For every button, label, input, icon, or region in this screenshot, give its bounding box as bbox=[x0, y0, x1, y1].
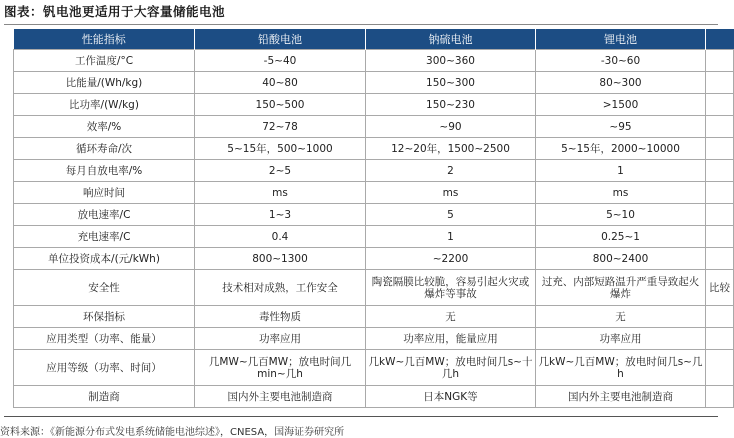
column-header: 钠硫电池 bbox=[366, 29, 536, 50]
row-label: 工作温度/°C bbox=[14, 50, 195, 72]
row-label: 效率/% bbox=[14, 116, 195, 138]
table-cell: ms bbox=[195, 182, 366, 204]
row-label: 比功率/(W/kg) bbox=[14, 94, 195, 116]
table-cell: 几MW~几百MW；放电时间几min~几h bbox=[195, 350, 366, 386]
table-cell: -5~40 bbox=[195, 50, 366, 72]
table-cell: 无 bbox=[366, 306, 536, 328]
table-cell: 过充、内部短路温升严重导致起火爆炸 bbox=[536, 270, 706, 306]
table-cell: 国内外主要电池制造商 bbox=[536, 386, 706, 408]
table-row bbox=[14, 350, 734, 386]
table-cell bbox=[706, 386, 734, 408]
table-cell bbox=[706, 328, 734, 350]
table-cell: ~95 bbox=[536, 116, 706, 138]
row-label: 放电速率/C bbox=[14, 204, 195, 226]
table-cell bbox=[706, 204, 734, 226]
table-row bbox=[14, 248, 734, 270]
table-row bbox=[14, 72, 734, 94]
row-label: 比能量/(Wh/kg) bbox=[14, 72, 195, 94]
table-cell: 5 bbox=[366, 204, 536, 226]
table-cell: 0.25~1 bbox=[536, 226, 706, 248]
table-cell: 2 bbox=[366, 160, 536, 182]
table-cell: 300~360 bbox=[366, 50, 536, 72]
table-cell: 80~300 bbox=[536, 72, 706, 94]
table-cell: 2~5 bbox=[195, 160, 366, 182]
row-label: 应用等级（功率、时间） bbox=[14, 350, 195, 386]
table-cell: ms bbox=[536, 182, 706, 204]
table-row bbox=[14, 328, 734, 350]
table-cell bbox=[706, 138, 734, 160]
comparison-table-container bbox=[13, 29, 733, 408]
table-cell: 比较 bbox=[706, 270, 734, 306]
table-cell: 0.4 bbox=[195, 226, 366, 248]
table-cell: 几kW~几百MW；放电时间几s~十几h bbox=[366, 350, 536, 386]
column-header bbox=[706, 29, 734, 50]
top-rule bbox=[4, 24, 718, 25]
table-cell: 12~20年，1500~2500 bbox=[366, 138, 536, 160]
table-cell: 800~1300 bbox=[195, 248, 366, 270]
table-cell: ~2200 bbox=[366, 248, 536, 270]
table-row bbox=[14, 116, 734, 138]
table-cell: 150~230 bbox=[366, 94, 536, 116]
table-cell: ms bbox=[366, 182, 536, 204]
table-cell: >1500 bbox=[536, 94, 706, 116]
table-cell bbox=[706, 94, 734, 116]
table-row bbox=[14, 138, 734, 160]
table-cell bbox=[706, 182, 734, 204]
table-cell: 1~3 bbox=[195, 204, 366, 226]
table-cell bbox=[706, 226, 734, 248]
table-cell bbox=[706, 50, 734, 72]
table-body bbox=[14, 50, 734, 408]
table-cell bbox=[706, 248, 734, 270]
battery-comparison-table bbox=[13, 29, 734, 408]
row-label: 环保指标 bbox=[14, 306, 195, 328]
table-cell: ~90 bbox=[366, 116, 536, 138]
table-row bbox=[14, 386, 734, 408]
table-cell bbox=[706, 116, 734, 138]
column-header: 锂电池 bbox=[536, 29, 706, 50]
column-header: 性能指标 bbox=[14, 29, 195, 50]
table-cell: -30~60 bbox=[536, 50, 706, 72]
table-cell: 1 bbox=[536, 160, 706, 182]
table-row bbox=[14, 270, 734, 306]
table-cell bbox=[706, 72, 734, 94]
row-label: 单位投资成本/(元/kWh) bbox=[14, 248, 195, 270]
table-cell: 1 bbox=[366, 226, 536, 248]
table-cell: 技术相对成熟，工作安全 bbox=[195, 270, 366, 306]
table-row bbox=[14, 226, 734, 248]
column-header: 铅酸电池 bbox=[195, 29, 366, 50]
table-cell: 5~15年，2000~10000 bbox=[536, 138, 706, 160]
row-label: 充电速率/C bbox=[14, 226, 195, 248]
table-cell: 日本NGK等 bbox=[366, 386, 536, 408]
row-label: 每月自放电率/% bbox=[14, 160, 195, 182]
row-label: 响应时间 bbox=[14, 182, 195, 204]
table-header-row bbox=[14, 29, 734, 50]
figure-title: 图表：钒电池更适用于大容量储能电池 bbox=[4, 4, 226, 19]
table-cell: 5~10 bbox=[536, 204, 706, 226]
table-row bbox=[14, 160, 734, 182]
row-label: 安全性 bbox=[14, 270, 195, 306]
table-cell bbox=[706, 306, 734, 328]
table-cell bbox=[706, 350, 734, 386]
bottom-rule bbox=[4, 416, 718, 417]
table-cell: 无 bbox=[536, 306, 706, 328]
table-row bbox=[14, 306, 734, 328]
row-label: 循环寿命/次 bbox=[14, 138, 195, 160]
table-cell bbox=[706, 160, 734, 182]
table-cell: 国内外主要电池制造商 bbox=[195, 386, 366, 408]
table-cell: 功率应用 bbox=[536, 328, 706, 350]
table-cell: 毒性物质 bbox=[195, 306, 366, 328]
table-row bbox=[14, 182, 734, 204]
table-row bbox=[14, 204, 734, 226]
table-cell: 150~500 bbox=[195, 94, 366, 116]
table-cell: 功率应用 bbox=[195, 328, 366, 350]
row-label: 应用类型（功率、能量） bbox=[14, 328, 195, 350]
table-row bbox=[14, 50, 734, 72]
table-cell: 150~300 bbox=[366, 72, 536, 94]
table-row bbox=[14, 94, 734, 116]
row-label: 制造商 bbox=[14, 386, 195, 408]
table-cell: 功率应用，能量应用 bbox=[366, 328, 536, 350]
table-cell: 陶瓷隔膜比较脆，容易引起火灾或爆炸等事故 bbox=[366, 270, 536, 306]
table-cell: 5~15年，500~1000 bbox=[195, 138, 366, 160]
table-cell: 800~2400 bbox=[536, 248, 706, 270]
table-cell: 72~78 bbox=[195, 116, 366, 138]
table-cell: 几kW~几百MW；放电时间几s~几h bbox=[536, 350, 706, 386]
table-cell: 40~80 bbox=[195, 72, 366, 94]
source-note: 资料来源：《新能源分布式发电系统储能电池综述》，CNESA，国海证券研究所 bbox=[0, 427, 345, 438]
